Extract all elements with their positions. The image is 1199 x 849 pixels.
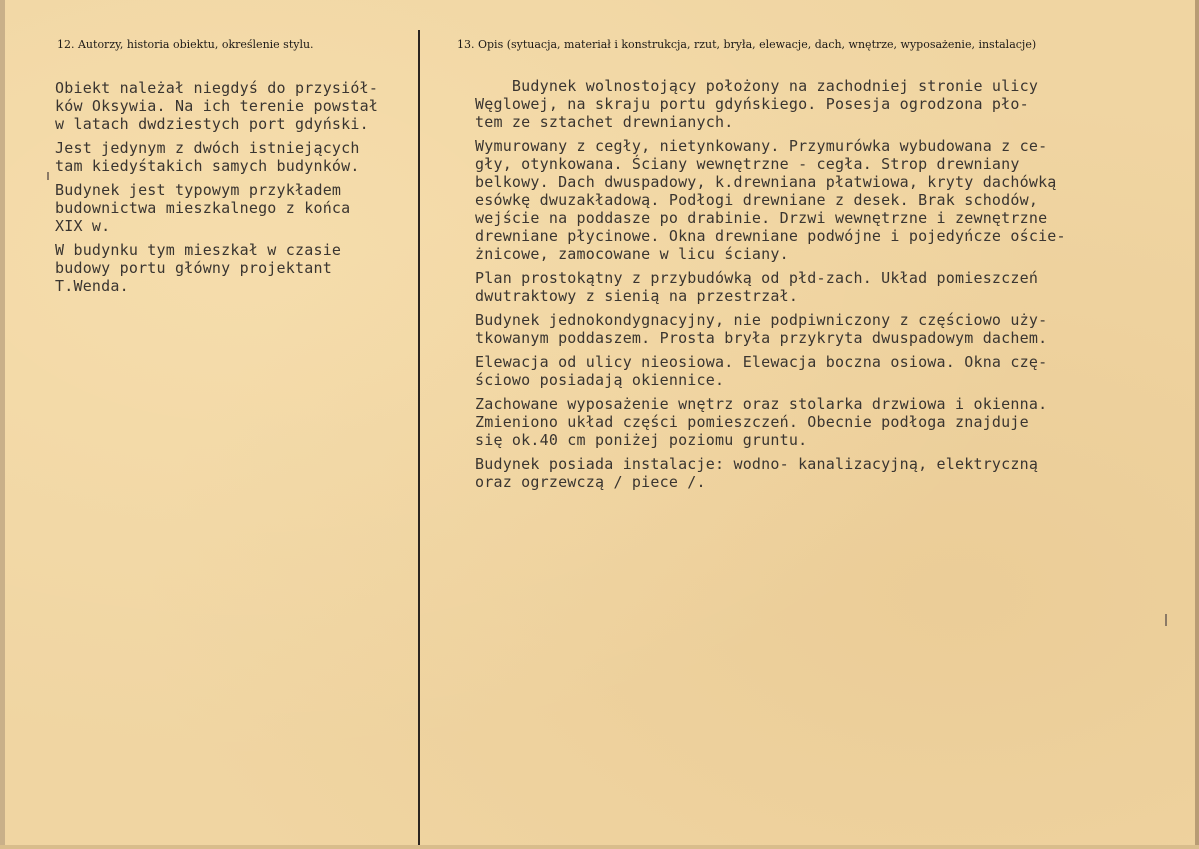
text-line: wejście na poddasze po drabinie. Drzwi wewnętrzne i zewnętrzne xyxy=(475,209,1048,227)
paragraph xyxy=(475,311,1175,347)
text-line: Wymurowany z cegły, nietynkowany. Przymurówka wybudowana z ce- xyxy=(475,137,1048,155)
section-13-text xyxy=(475,77,1175,497)
column-divider xyxy=(418,30,420,845)
paragraph xyxy=(475,455,1175,491)
section-12-heading: 12. Autorzy, historia obiektu, określenie stylu. xyxy=(57,38,314,51)
text-line: budownictwa mieszkalnego z końca xyxy=(55,199,351,217)
section-12-text xyxy=(55,79,415,301)
text-line: Jest jedynym z dwóch istniejących xyxy=(55,139,360,157)
paragraph xyxy=(475,395,1175,449)
text-line: oraz ogrzewczą / piece /. xyxy=(475,473,706,491)
text-line: Plan prostokątny z przybudówką od płd-zach. Układ pomieszczeń xyxy=(475,269,1039,287)
paragraph xyxy=(475,77,1175,131)
text-line: tkowanym poddaszem. Prosta bryła przykryta dwuspadowym dachem. xyxy=(475,329,1048,347)
paragraph xyxy=(475,269,1175,305)
paragraph xyxy=(475,353,1175,389)
text-line: belkowy. Dach dwuspadowy, k.drewniana płatwiowa, kryty dachówką xyxy=(475,173,1057,191)
text-line: żnicowe, zamocowane w licu ściany. xyxy=(475,245,789,263)
text-line: Węglowej, na skraju portu gdyńskiego. Posesja ogrodzona pło- xyxy=(475,95,1029,113)
text-line: ściowo posiadają okiennice. xyxy=(475,371,725,389)
text-line: Zachowane wyposażenie wnętrz oraz stolarka drzwiowa i okienna. xyxy=(475,395,1048,413)
page-edge-bottom xyxy=(0,845,1199,849)
page-edge-left xyxy=(0,0,5,849)
pencil-mark xyxy=(47,172,49,180)
text-line: Zmieniono układ części pomieszczeń. Obecnie podłoga znajduje xyxy=(475,413,1029,431)
paragraph xyxy=(475,137,1175,263)
text-line: Budynek jest typowym przykładem xyxy=(55,181,342,199)
paragraph xyxy=(55,181,415,235)
text-line: Elewacja od ulicy nieosiowa. Elewacja boczna osiowa. Okna czę- xyxy=(475,353,1048,371)
text-line: Obiekt należał niegdyś do przysiół- xyxy=(55,79,379,97)
text-line: Budynek wolnostojący położony na zachodniej stronie ulicy xyxy=(475,77,1039,95)
text-line: tam kiedyśtakich samych budynków. xyxy=(55,157,360,175)
paragraph xyxy=(55,139,415,175)
pencil-mark xyxy=(1165,614,1167,626)
paragraph xyxy=(55,241,415,295)
text-line: tem ze sztachet drewnianych. xyxy=(475,113,734,131)
text-line: esówkę dwuzakładową. Podłogi drewniane z desek. Brak schodów, xyxy=(475,191,1039,209)
text-line: XIX w. xyxy=(55,217,111,235)
text-line: Budynek posiada instalacje: wodno- kanalizacyjną, elektryczną xyxy=(475,455,1039,473)
text-line: ków Oksywia. Na ich terenie powstał xyxy=(55,97,379,115)
section-13-heading: 13. Opis (sytuacja, materiał i konstrukcja, rzut, bryła, elewacje, dach, wnętrze, wyposażenie, instalacje) xyxy=(457,38,1037,51)
text-line: Budynek jednokondygnacyjny, nie podpiwniczony z częściowo uży- xyxy=(475,311,1048,329)
text-line: budowy portu główny projektant xyxy=(55,259,332,277)
text-line: się ok.40 cm poniżej poziomu gruntu. xyxy=(475,431,808,449)
text-line: drewniane płycinowe. Okna drewniane podwójne i pojedyńcze oście- xyxy=(475,227,1066,245)
text-line: T.Wenda. xyxy=(55,277,129,295)
paragraph xyxy=(55,79,415,133)
text-line: gły, otynkowana. Ściany wewnętrzne - cegła. Strop drewniany xyxy=(475,155,1020,173)
text-line: W budynku tym mieszkał w czasie xyxy=(55,241,342,259)
page-edge-right xyxy=(1195,0,1199,849)
text-line: w latach dwdziestych port gdyński. xyxy=(55,115,369,133)
text-line: dwutraktowy z sienią na przestrzał. xyxy=(475,287,799,305)
